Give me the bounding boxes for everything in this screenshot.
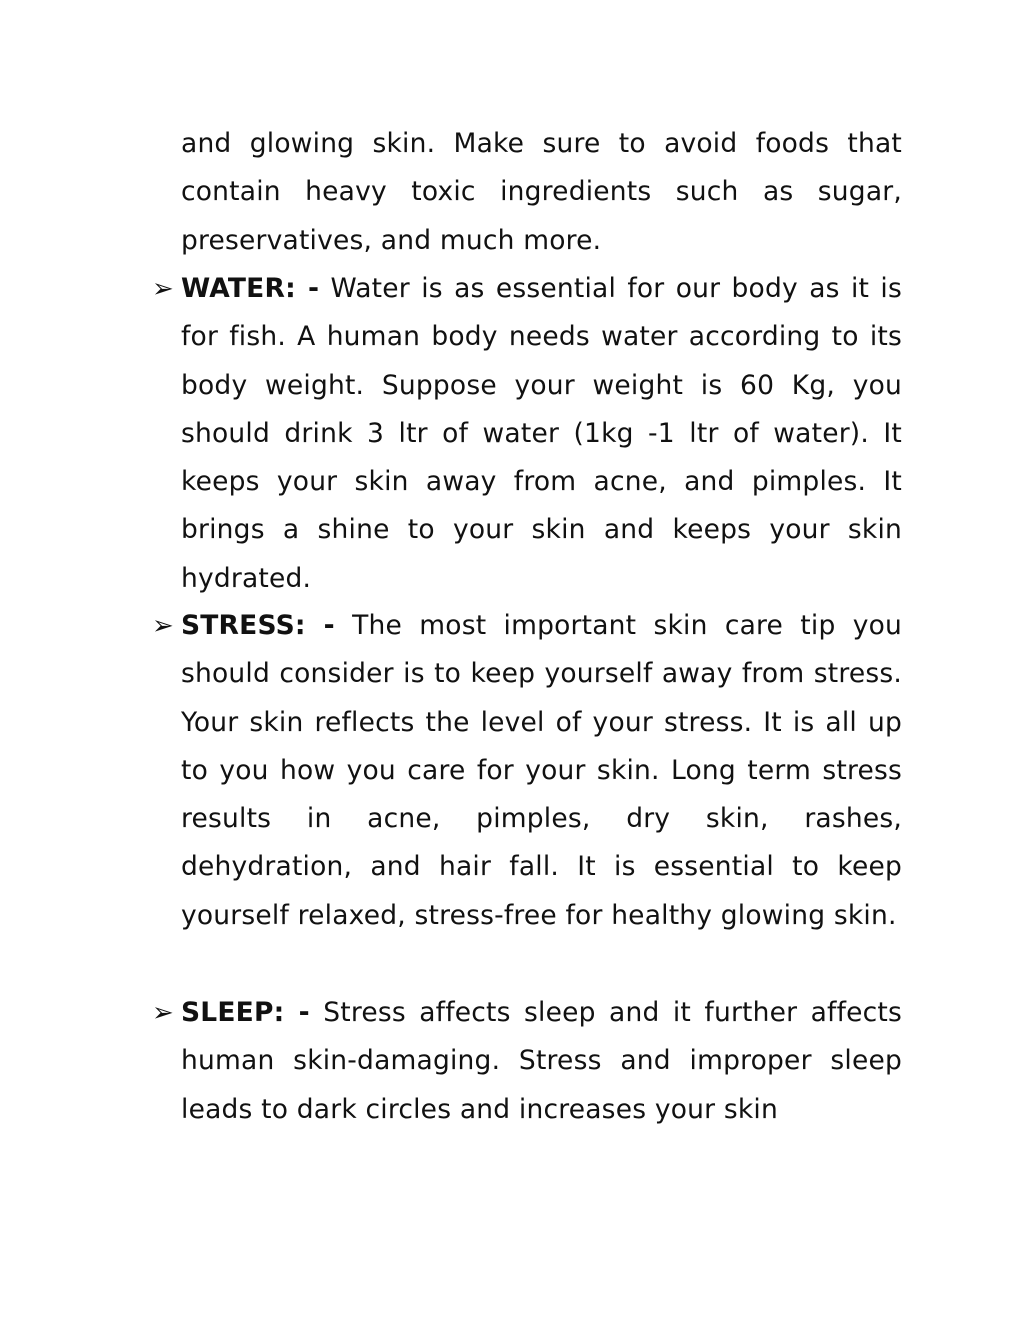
sleep-paragraph xyxy=(181,989,902,1134)
intro-text: and glowing skin. Make sure to avoid foods that contain heavy toxic ingredients such as sugar, preservatives, and much more. xyxy=(181,128,902,256)
arrow-bullet-icon: ➢ xyxy=(152,611,174,641)
water-term: WATER: - xyxy=(181,273,320,304)
stress-paragraph xyxy=(181,602,902,940)
water-paragraph xyxy=(181,265,902,603)
arrow-bullet-icon: ➢ xyxy=(152,274,174,304)
arrow-bullet-icon: ➢ xyxy=(152,998,174,1028)
intro-paragraph xyxy=(181,120,902,265)
sleep-text: Stress affects sleep and it further affects human skin-damaging. Stress and improper sleep leads to dark circles and increases your skin xyxy=(181,997,902,1125)
stress-term: STRESS: - xyxy=(181,610,335,641)
sleep-term: SLEEP: - xyxy=(181,997,310,1028)
stress-text: The most important skin care tip you should consider is to keep yourself away from stress. Your skin reflects the level of your stress. It is all up to you how you care for your skin. Long term stress results in acne, pimples, dry skin, rashes, dehydration, and hair fall. It is essential to keep yourself relaxed, stress-free for healthy glowing skin. xyxy=(181,610,902,931)
water-text: Water is as essential for our body as it is for fish. A human body needs water according to its body weight. Suppose your weight is 60 Kg, you should drink 3 ltr of water (1kg -1 ltr of water). It keeps your skin away from acne, and pimples. It brings a shine to your skin and keeps your skin hydrated. xyxy=(181,273,902,594)
